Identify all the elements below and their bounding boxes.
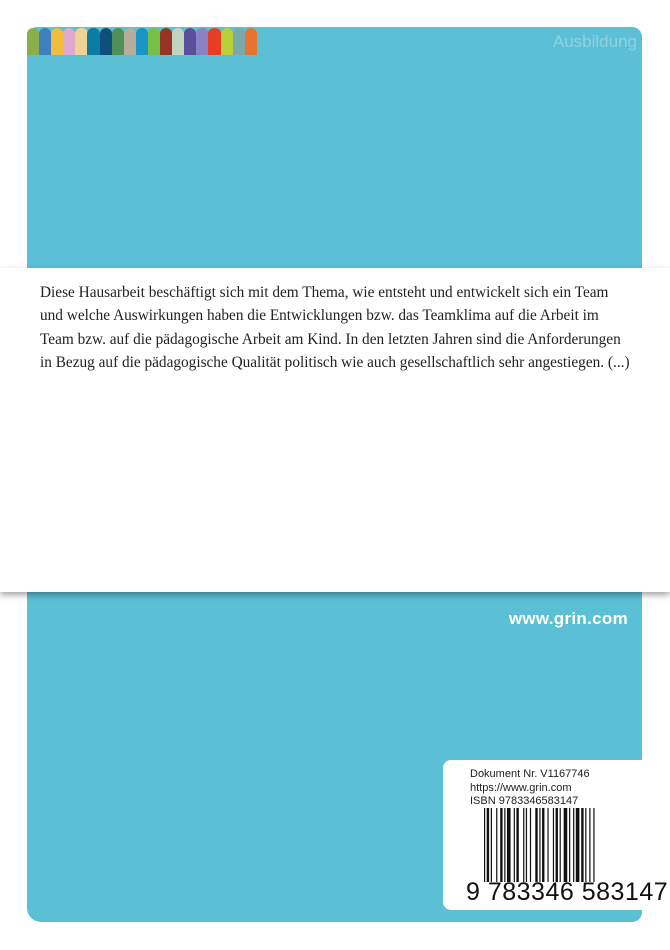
color-strip bbox=[148, 28, 160, 55]
barcode-bar bbox=[500, 808, 502, 882]
color-strip bbox=[184, 28, 196, 55]
barcode-bar bbox=[496, 808, 497, 882]
website-link[interactable]: www.grin.com bbox=[508, 609, 628, 628]
barcode-bar bbox=[516, 808, 518, 882]
barcode-bar bbox=[514, 808, 515, 882]
color-strip bbox=[172, 28, 184, 55]
barcode-bar bbox=[526, 808, 527, 882]
barcode-bar bbox=[507, 808, 511, 882]
color-strip bbox=[233, 28, 245, 55]
barcode-bar bbox=[564, 808, 568, 882]
series-label: Ausbildung bbox=[552, 32, 637, 51]
document-url: https://www.grin.com bbox=[470, 781, 572, 794]
document-meta bbox=[470, 768, 590, 809]
barcode-bar bbox=[484, 808, 485, 882]
barcode-bar bbox=[547, 808, 548, 882]
isbn-number: ISBN 9783346583147 bbox=[470, 795, 579, 807]
barcode-bar bbox=[530, 808, 531, 882]
color-strip bbox=[208, 28, 220, 55]
barcode-bar bbox=[504, 808, 505, 882]
barcode-bar bbox=[560, 808, 561, 882]
barcode-bar bbox=[593, 808, 594, 882]
barcode bbox=[484, 808, 630, 882]
color-strip bbox=[136, 28, 148, 55]
barcode-bar bbox=[556, 808, 558, 882]
color-strip bbox=[112, 28, 124, 55]
barcode-bar bbox=[581, 808, 583, 882]
color-strip bbox=[124, 28, 136, 55]
color-strip bbox=[51, 28, 63, 55]
color-strips bbox=[27, 28, 257, 55]
abstract-text: Diese Hausarbeit beschäftigt sich mit dem Thema, wie entsteht und entwickelt sich ein Team und welche Auswirkungen haben die Entwicklungen bzw. das Teamklima auf die Arbeit im Team bzw. auf die pädagogische Arbeit am Kind. In den letzten Jahren sind die Anforderungen in Bezug auf die pädagogische Qualität politisch wie auch gesellschaftlich sehr angestiegen. (...) bbox=[40, 284, 630, 372]
barcode-bar bbox=[542, 808, 544, 882]
color-strip bbox=[245, 28, 257, 55]
barcode-bar bbox=[589, 808, 590, 882]
barcode-bar bbox=[569, 808, 570, 882]
barcode-bar bbox=[487, 808, 489, 882]
barcode-bar bbox=[491, 808, 492, 882]
document-number: Dokument Nr. V1167746 bbox=[470, 768, 590, 780]
barcode-bar bbox=[573, 808, 574, 882]
color-strip bbox=[75, 28, 87, 55]
color-strip bbox=[221, 28, 233, 55]
color-strip bbox=[160, 28, 172, 55]
color-strip bbox=[63, 28, 75, 55]
barcode-bar bbox=[523, 808, 524, 882]
color-strip bbox=[87, 28, 99, 55]
color-strip bbox=[39, 28, 51, 55]
barcode-bar bbox=[535, 808, 537, 882]
barcode-digits: 9 783346 583147 bbox=[466, 878, 669, 906]
barcode-bar bbox=[539, 808, 540, 882]
color-strip bbox=[27, 28, 39, 55]
barcode-bar bbox=[576, 808, 580, 882]
color-strip bbox=[100, 28, 112, 55]
color-strip bbox=[196, 28, 208, 55]
barcode-bar bbox=[553, 808, 554, 882]
barcode-bar bbox=[585, 808, 586, 882]
